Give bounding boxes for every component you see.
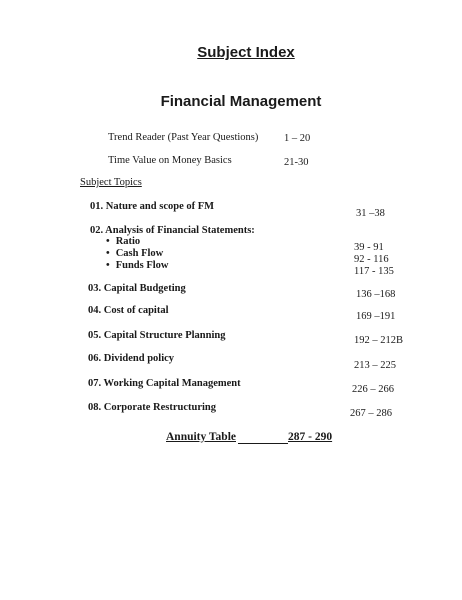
intro-label-trend-reader: Trend Reader (Past Year Questions) <box>108 132 259 143</box>
intro-pages-time-value: 21-30 <box>284 157 309 168</box>
intro-pages-trend-reader: 1 – 20 <box>284 133 311 144</box>
topic-02-sub-cash-flow: • Cash Flow <box>106 248 163 259</box>
annuity-leader-rule <box>238 443 288 444</box>
topic-05-pages: 192 – 212B <box>354 335 404 346</box>
subject-topics-heading: Subject Topics <box>80 177 142 188</box>
topic-03-label: 03. Capital Budgeting <box>88 283 186 294</box>
topic-02-sub-funds-flow-pages: 117 - 135 <box>354 266 394 277</box>
topic-05-label: 05. Capital Structure Planning <box>88 330 226 341</box>
topic-02-sub-funds-flow: • Funds Flow <box>106 260 169 271</box>
topic-03-pages: 136 –168 <box>356 289 396 300</box>
topic-02-sub-ratio: • Ratio <box>106 236 140 247</box>
intro-label-time-value: Time Value on Money Basics <box>108 155 232 166</box>
annuity-table-pages: 287 - 290 <box>288 431 333 443</box>
topic-04-pages: 169 –191 <box>356 311 396 322</box>
annuity-table-label: Annuity Table <box>166 431 236 443</box>
topic-06-pages: 213 – 225 <box>354 360 396 371</box>
subject-index-heading: Subject Index <box>197 44 295 61</box>
page-title: Financial Management <box>160 93 322 110</box>
topic-01-label: 01. Nature and scope of FM <box>90 201 215 212</box>
topic-06-label: 06. Dividend policy <box>88 353 175 364</box>
topic-01-pages: 31 –38 <box>356 208 385 219</box>
topic-02-sub-ratio-pages: 39 - 91 <box>354 242 384 253</box>
topic-07-pages: 226 – 266 <box>352 384 394 395</box>
topic-08-pages: 267 – 286 <box>350 408 392 419</box>
topic-02-sub-cash-flow-pages: 92 - 116 <box>354 254 389 265</box>
topic-04-label: 04. Cost of capital <box>88 305 169 316</box>
topic-07-label: 07. Working Capital Management <box>88 378 241 389</box>
topic-08-label: 08. Corporate Restructuring <box>88 402 217 413</box>
topic-02-label: 02. Analysis of Financial Statements: <box>90 225 255 236</box>
